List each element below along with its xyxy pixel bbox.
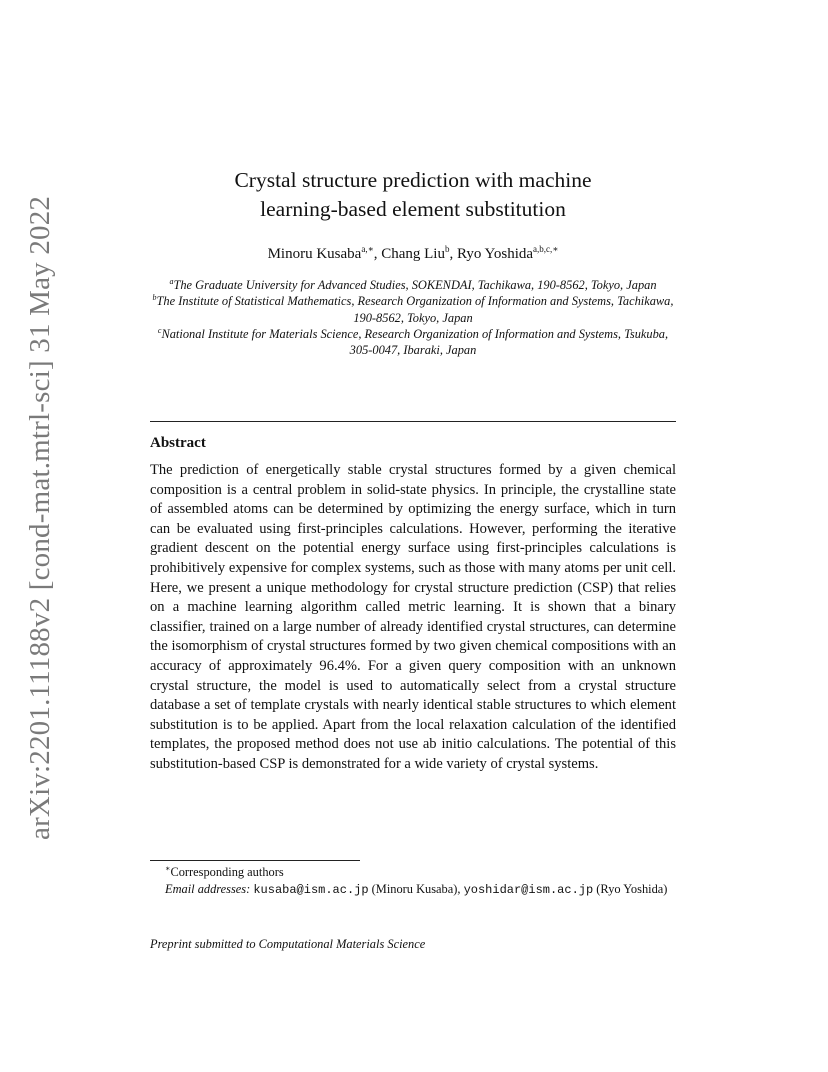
footnote-corresponding [150,864,676,881]
affiliation-mark: b [152,293,157,303]
paper-title-line-2: learning-based element substitution [260,197,566,221]
affiliation-mark: a [169,277,174,286]
affiliation-text: The Graduate University for Advanced Studies, SOKENDAI, Tachikawa, 190-8562, Tokyo, Japan [173,278,657,292]
affiliation-mark: c [157,325,162,335]
affiliation-item [150,277,676,293]
email-owner: (Ryo Yoshida) [596,881,668,896]
abstract-divider [150,421,676,422]
author-affiliation-mark: a,∗ [361,244,374,254]
author-name: Ryo Yoshida [456,246,534,262]
abstract-text: The prediction of energetically stable crystal structures formed by a given chemical composition is a central problem in solid-state physics. In principle, the crystalline state of assembled atoms can be determined by optimizing the energy surface, which in turn can be evaluated using first-principles calculations. However, performing the iterative gradient descent on the potential energy surface using first-principles calculations is prohibitively expensive for complex systems, such as those with many atoms per unit cell. Here, we present a unique methodology for crystal structure prediction (CSP) that relies on a machine learning algorithm called metric learning. It is shown that a binary classifier, trained on a large number of already identified crystal structures, can determine the isomorphism of crystal structures formed by two given chemical compositions with an accuracy of approximately 96.4%. For a given query composition with an unknown crystal structure, the model is used to automatically select from a crystal structure database a set of template crystals with nearly identical stable structures to which element substitution is to be applied. Apart from the local relaxation calculation of the identified templates, the proposed method does not use ab initio calculations. The potential of this substitution-based CSP is demonstrated for a wide variety of crystal systems. [150,462,676,772]
author-name: Chang Liu [381,246,445,262]
email-owner: (Minoru Kusaba), [371,881,461,896]
arxiv-identifier-stamp [20,195,56,840]
preprint-notice: Preprint submitted to Computational Materials Science [150,937,426,951]
footnote-divider [150,860,360,861]
email-link-yoshida[interactable]: yoshidar@ism.ac.jp [463,882,594,897]
affiliation-list [150,277,676,358]
author-list: Minoru Kusaba$^{a,∗}$, Chang Liu$^b$, Ryo Yoshida$^{a,b,c,∗}$ [267,244,559,262]
author-affiliation-mark: a,b,c,∗ [533,244,559,254]
paper-title [150,166,676,224]
footnote-corresponding-text: Corresponding authors [170,865,284,879]
footnote [150,864,676,898]
author-affiliation-mark: b [444,244,450,254]
footnote-emails [150,881,676,899]
affiliation-text: The Institute of Statistical Mathematics, Research Organization of Information and Systems, Tachikawa, 190-8562, Tokyo, Japan [156,294,674,325]
footnote-mark: ∗ [165,864,171,873]
email-link-kusaba[interactable]: kusaba@ism.ac.jp [253,882,369,897]
email-label: Email addresses: [165,881,251,896]
affiliation-item [150,293,676,326]
abstract-heading: Abstract [150,435,206,451]
affiliation-text: National Institute for Materials Science, Research Organization of Information and Systems, Tsukuba, 305-0047, Ibaraki, Japan [161,326,669,358]
affiliation-item [150,326,676,359]
arxiv-identifier-text: arXiv:2201.11188v2 [cond-mat.mtrl-sci] 31 May 2022 [24,195,56,840]
author-name: Minoru Kusaba [267,246,362,262]
paper-title-line-1: Crystal structure prediction with machine [234,168,592,192]
